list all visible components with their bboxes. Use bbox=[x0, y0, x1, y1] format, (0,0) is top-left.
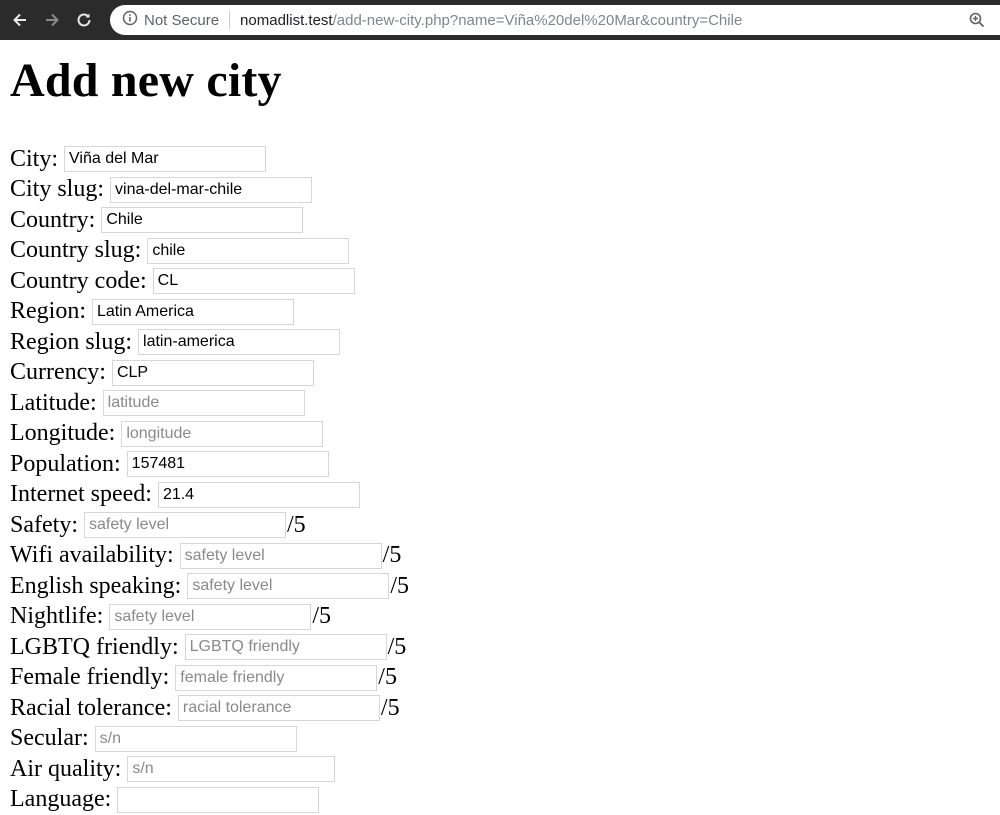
back-arrow-icon bbox=[11, 11, 29, 29]
reload-icon bbox=[75, 11, 93, 29]
field-input[interactable] bbox=[175, 665, 377, 691]
field-label: Air quality: bbox=[10, 756, 121, 783]
rating-scale-suffix: /5 bbox=[383, 542, 402, 569]
field-label: City: bbox=[10, 146, 58, 173]
form-row bbox=[10, 175, 990, 206]
field-label: Language: bbox=[10, 786, 111, 813]
field-input[interactable] bbox=[84, 512, 286, 538]
field-input[interactable] bbox=[110, 177, 312, 203]
page-title: Add new city bbox=[10, 54, 282, 108]
field-input[interactable] bbox=[127, 756, 335, 782]
field-input[interactable] bbox=[109, 604, 311, 630]
forward-button[interactable] bbox=[38, 6, 66, 34]
form-row bbox=[10, 266, 990, 297]
field-label: Country: bbox=[10, 207, 95, 234]
field-input[interactable] bbox=[158, 482, 360, 508]
field-input[interactable] bbox=[95, 726, 297, 752]
field-input[interactable] bbox=[187, 573, 389, 599]
field-label: Safety: bbox=[10, 512, 78, 539]
field-label: Internet speed: bbox=[10, 481, 152, 508]
form-row bbox=[10, 144, 990, 175]
field-label: Currency: bbox=[10, 359, 106, 386]
field-input[interactable] bbox=[127, 451, 329, 477]
reload-button[interactable] bbox=[70, 6, 98, 34]
back-button[interactable] bbox=[6, 6, 34, 34]
rating-scale-suffix: /5 bbox=[287, 512, 306, 539]
page-content bbox=[10, 54, 282, 108]
field-label: Wifi availability: bbox=[10, 542, 174, 569]
form-row bbox=[10, 388, 990, 419]
field-label: Region: bbox=[10, 298, 86, 325]
form-row bbox=[10, 541, 990, 572]
field-label: Female friendly: bbox=[10, 664, 169, 691]
field-label: Latitude: bbox=[10, 390, 97, 417]
field-input[interactable] bbox=[101, 207, 303, 233]
form-row bbox=[10, 358, 990, 389]
form-row bbox=[10, 205, 990, 236]
form-row bbox=[10, 297, 990, 328]
add-city-form bbox=[10, 144, 990, 815]
field-input[interactable] bbox=[92, 299, 294, 325]
field-input[interactable] bbox=[64, 146, 266, 172]
field-input[interactable] bbox=[153, 268, 355, 294]
form-row bbox=[10, 480, 990, 511]
form-row bbox=[10, 693, 990, 724]
field-input[interactable] bbox=[121, 421, 323, 447]
form-row bbox=[10, 754, 990, 785]
field-label: Country code: bbox=[10, 268, 147, 295]
omnibox-divider bbox=[229, 11, 230, 29]
field-input[interactable] bbox=[147, 238, 349, 264]
url-path: /add-new-city.php?name=Viña%20del%20Mar&country=Chile bbox=[333, 12, 743, 29]
field-label: Longitude: bbox=[10, 420, 115, 447]
field-input[interactable] bbox=[178, 695, 380, 721]
form-row bbox=[10, 602, 990, 633]
form-row bbox=[10, 632, 990, 663]
field-input[interactable] bbox=[180, 543, 382, 569]
form-row bbox=[10, 785, 990, 815]
form-row bbox=[10, 724, 990, 755]
field-input[interactable] bbox=[112, 360, 314, 386]
field-input[interactable] bbox=[103, 390, 305, 416]
field-label: Nightlife: bbox=[10, 603, 103, 630]
form-row bbox=[10, 419, 990, 450]
browser-toolbar bbox=[0, 0, 1000, 40]
form-row bbox=[10, 449, 990, 480]
field-input[interactable] bbox=[138, 329, 340, 355]
rating-scale-suffix: /5 bbox=[312, 603, 331, 630]
field-input[interactable] bbox=[117, 787, 319, 813]
form-row bbox=[10, 236, 990, 267]
field-label: Racial tolerance: bbox=[10, 695, 172, 722]
security-label: Not Secure bbox=[144, 12, 219, 29]
zoom-icon[interactable] bbox=[968, 11, 986, 33]
field-label: City slug: bbox=[10, 176, 104, 203]
rating-scale-suffix: /5 bbox=[390, 573, 409, 600]
form-row bbox=[10, 571, 990, 602]
rating-scale-suffix: /5 bbox=[388, 634, 407, 661]
rating-scale-suffix: /5 bbox=[378, 664, 397, 691]
forward-arrow-icon bbox=[43, 11, 61, 29]
field-input[interactable] bbox=[185, 634, 387, 660]
field-label: Secular: bbox=[10, 725, 89, 752]
field-label: LGBTQ friendly: bbox=[10, 634, 179, 661]
form-row bbox=[10, 327, 990, 358]
info-icon[interactable] bbox=[122, 10, 138, 30]
field-label: Region slug: bbox=[10, 329, 132, 356]
rating-scale-suffix: /5 bbox=[381, 695, 400, 722]
url-host: nomadlist.test bbox=[240, 12, 333, 29]
address-bar[interactable] bbox=[110, 5, 1000, 35]
form-row bbox=[10, 510, 990, 541]
field-label: Country slug: bbox=[10, 237, 141, 264]
field-label: English speaking: bbox=[10, 573, 181, 600]
form-row bbox=[10, 663, 990, 694]
field-label: Population: bbox=[10, 451, 121, 478]
